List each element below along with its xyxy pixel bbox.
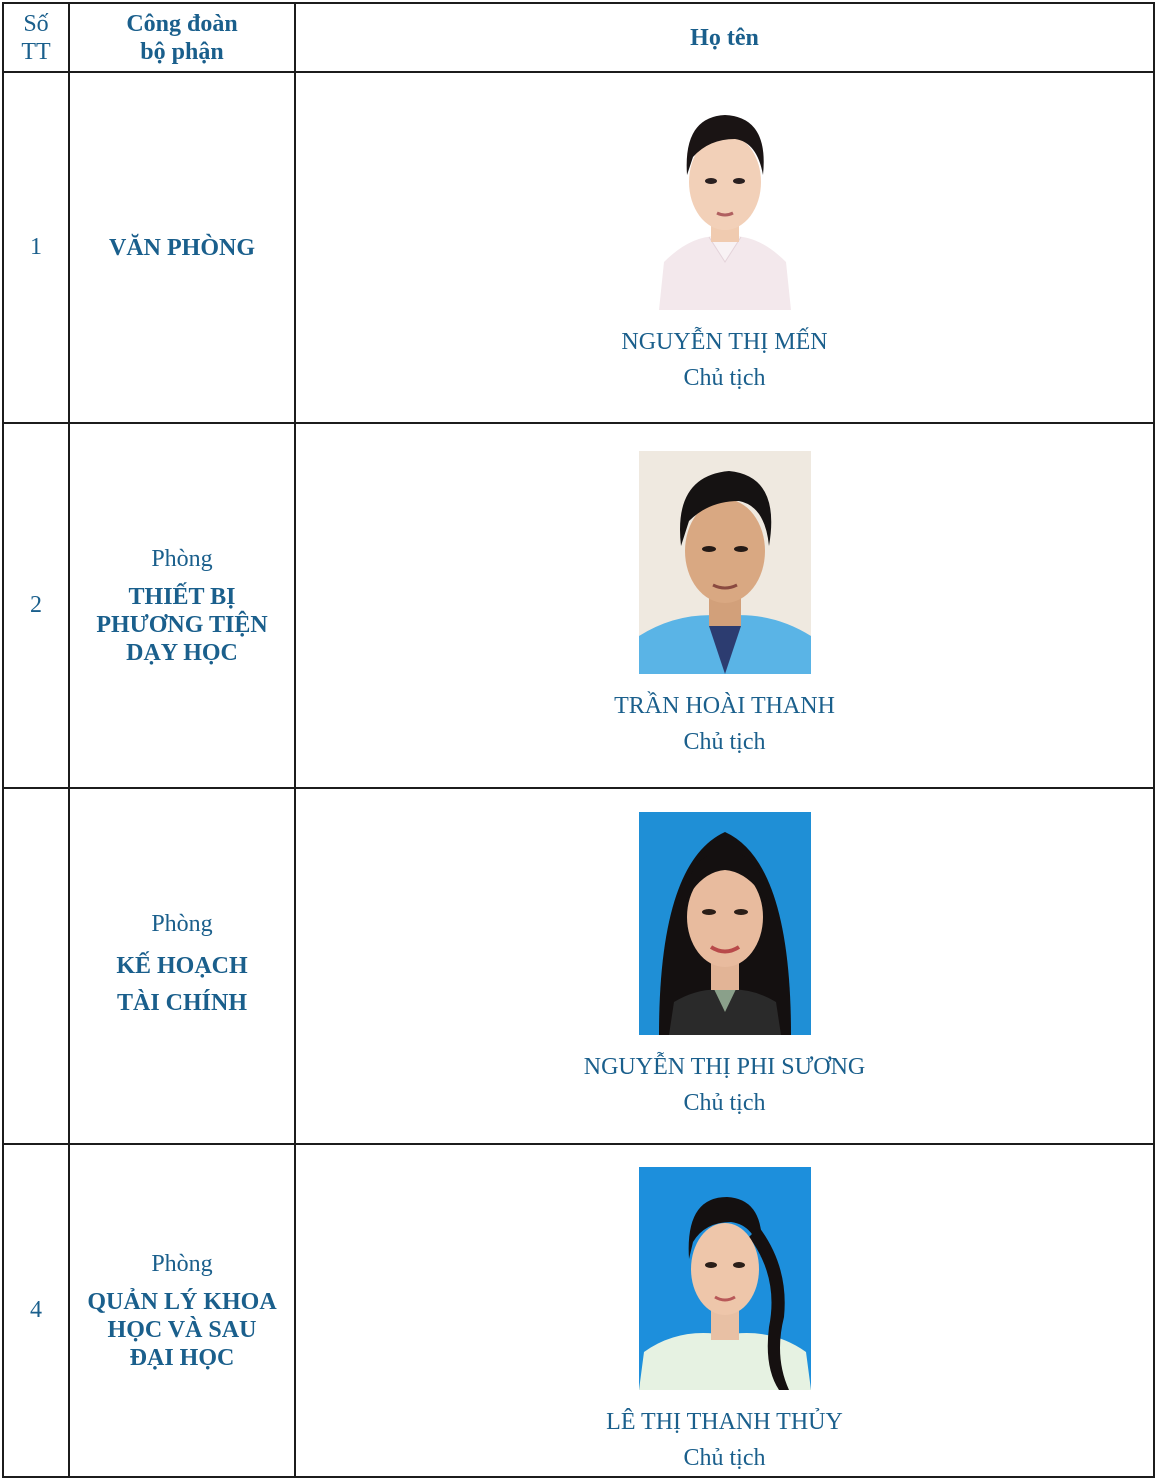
person-name: NGUYỄN THỊ PHI SƯƠNG xyxy=(583,1053,866,1080)
person-role: Chủ tịch xyxy=(683,1445,766,1471)
dept-cell xyxy=(69,423,295,788)
row-number: 4 xyxy=(3,1144,69,1477)
portrait-image xyxy=(639,1167,811,1390)
header-dept-line1: Công đoàn xyxy=(126,10,238,37)
dept-name-line: PHƯƠNG TIỆN xyxy=(96,611,268,638)
header-name-label: Họ tên xyxy=(690,24,759,51)
person-role: Chủ tịch xyxy=(683,729,766,755)
dept-name-line: ĐẠI HỌC xyxy=(129,1344,235,1371)
row-number: 2 xyxy=(3,423,69,788)
portrait-image xyxy=(639,451,811,674)
dept-prefix: Phòng xyxy=(151,1250,213,1277)
dept-name-line: DẠY HỌC xyxy=(126,639,238,666)
person-cell xyxy=(295,788,1154,1144)
person-cell xyxy=(295,1144,1154,1477)
person-cell xyxy=(295,72,1154,423)
dept-name-line: QUẢN LÝ KHOA xyxy=(87,1288,277,1315)
person-photo xyxy=(639,87,811,310)
row-number: 1 xyxy=(3,72,69,423)
dept-cell xyxy=(69,72,295,423)
person-name: TRẦN HOÀI THANH xyxy=(614,693,835,719)
header-dept-line2: bộ phận xyxy=(140,38,224,65)
person-role: Chủ tịch xyxy=(683,365,766,391)
header-row xyxy=(3,3,1154,72)
person-cell xyxy=(295,423,1154,788)
person-photo xyxy=(639,812,811,1035)
table-row xyxy=(3,788,1154,1144)
dept-name: VĂN PHÒNG xyxy=(109,234,255,261)
portrait-image xyxy=(639,87,811,310)
dept-prefix: Phòng xyxy=(151,911,213,937)
portrait-image xyxy=(639,812,811,1035)
dept-name-line: HỌC VÀ SAU xyxy=(107,1316,257,1343)
dept-name-line: THIẾT BỊ xyxy=(128,583,236,610)
header-stt-label: Số TT xyxy=(21,10,51,65)
table-row xyxy=(3,72,1154,423)
header-stt xyxy=(3,3,69,72)
table-row xyxy=(3,423,1154,788)
dept-name-line: KẾ HOẠCH xyxy=(116,953,248,979)
header-dept xyxy=(69,3,295,72)
person-name: NGUYỄN THỊ MẾN xyxy=(621,329,828,355)
person-photo xyxy=(639,451,811,674)
person-name: LÊ THỊ THANH THỦY xyxy=(606,1409,843,1435)
header-name xyxy=(295,3,1154,72)
person-photo xyxy=(639,1167,811,1390)
row-number xyxy=(3,788,69,1144)
dept-cell xyxy=(69,1144,295,1477)
person-role: Chủ tịch xyxy=(683,1089,766,1116)
dept-prefix: Phòng xyxy=(151,545,213,572)
dept-name-line: TÀI CHÍNH xyxy=(116,990,248,1016)
table-row xyxy=(3,1144,1154,1477)
union-table xyxy=(2,2,1155,1478)
dept-cell xyxy=(69,788,295,1144)
